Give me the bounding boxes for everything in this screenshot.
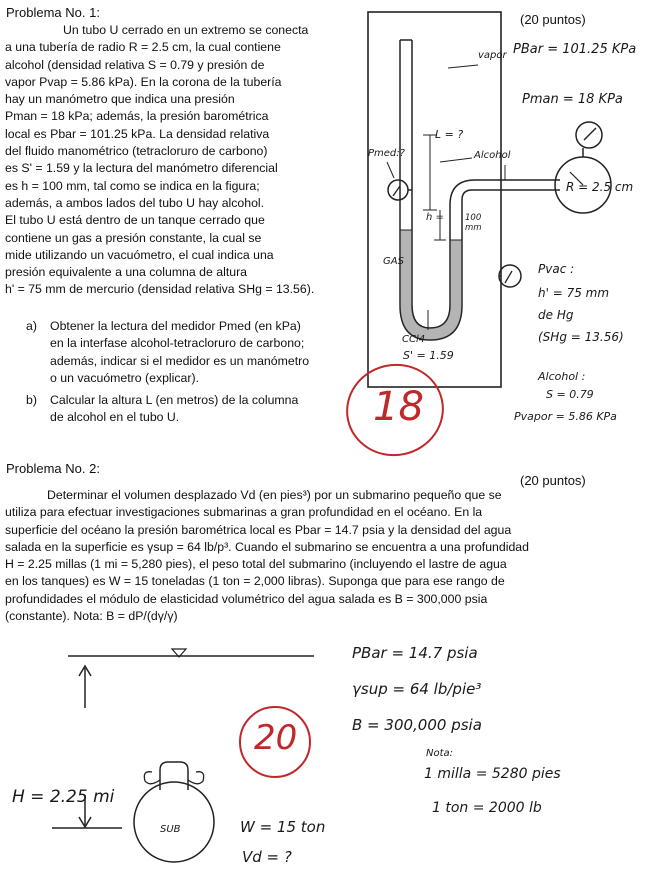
text-line: en la interfase alcohol-tetracloruro de carbono;	[50, 336, 305, 351]
note-p2-Vd: Vd = ?	[242, 848, 292, 866]
note-L: L = ?	[435, 128, 464, 141]
note-p2-sub: SUB	[160, 824, 181, 835]
note-ccl4: CCl4	[402, 334, 426, 345]
text-line: Obtener la lectura del medidor Pmed (en kPa)	[50, 319, 301, 333]
text-line: mide utilizando un vacuómetro, el cual indica una	[5, 247, 274, 262]
text-line: o un vacuómetro (explicar).	[50, 370, 199, 385]
text-line: salada en la superficie es γsup = 64 lb/p³. Cuando el submarino se encuentra a una profundidad	[5, 539, 529, 554]
note-R: R = 2.5 cm	[566, 180, 634, 194]
note-hmm: 100 mm	[465, 213, 482, 233]
text-line: h' = 75 mm de mercurio (densidad relativa SHg = 13.56).	[5, 282, 315, 297]
text-line: de alcohol en el tubo U.	[50, 410, 180, 425]
grade-2: 20	[254, 718, 298, 758]
note-hg: de Hg	[538, 308, 574, 322]
item-a-label: a)	[26, 319, 37, 333]
vacuometer-gauge-icon	[499, 265, 521, 287]
note-gas: GAS	[383, 256, 404, 267]
note-vapor: vapor	[478, 50, 507, 61]
text-line: El tubo U está dentro de un tanque cerrado que	[5, 213, 265, 228]
note-s: S = 0.79	[546, 388, 594, 401]
text-line: superficie del océano la presión barométrica local es Pbar = 14.7 psia y la densidad del agua	[5, 522, 512, 537]
grade-1: 18	[373, 384, 424, 430]
item-b-label: b)	[26, 393, 37, 407]
note-p2-B: B = 300,000 psia	[352, 716, 482, 734]
note-p2-ton: 1 ton = 2000 lb	[432, 800, 542, 816]
note-hp: h' = 75 mm	[538, 286, 610, 300]
text-line: Pman = 18 kPa; además, la presión barométrica	[5, 109, 269, 124]
text-line: local es Pbar = 101.25 kPa. La densidad relativa	[5, 126, 270, 141]
text-line: es S' = 1.59 y la lectura del manómetro diferencial	[5, 161, 278, 176]
text-line: es h = 100 mm, tal como se indica en la figura;	[5, 178, 260, 193]
text-line: contiene un gas a presión constante, la cual se	[5, 230, 262, 245]
note-pvap: Pvapor = 5.86 KPa	[514, 410, 617, 423]
note-h: h =	[426, 212, 444, 223]
text-line: Calcular la altura L (en metros) de la columna	[50, 393, 299, 407]
note-alcohol: Alcohol	[474, 150, 511, 161]
text-line: del fluido manométrico (tetracloruro de carbono)	[5, 144, 268, 159]
text-line: utiliza para efectuar investigaciones submarinas a gran profundidad en el océano. En la	[5, 505, 483, 520]
text-line: profundidades el módulo de elasticidad volumétrico del agua salada es B = 300,000 psia	[5, 591, 488, 606]
text-line: presión equivalente a una columna de altura	[5, 265, 248, 280]
text-line: vapor Pvap = 5.86 kPa). En la corona de la tubería	[5, 74, 282, 89]
problem-2-title: Problema No. 2:	[6, 461, 100, 476]
note-pman: Pman = 18 KPa	[522, 92, 623, 107]
note-p2-pbar: PBar = 14.7 psia	[352, 644, 478, 662]
text-line: hay un manómetro que indica una presión	[5, 92, 235, 107]
note-p2-gsup: γsup = 64 lb/pie³	[352, 680, 482, 698]
u-tube-outer	[400, 40, 560, 340]
note-pmed: Pmed:?	[368, 148, 405, 159]
problem-2-points: (20 puntos)	[520, 473, 586, 488]
note-pbar: PBar = 101.25 KPa	[513, 42, 637, 57]
pmed-gauge-icon	[388, 180, 408, 200]
note-sp: S' = 1.59	[403, 349, 454, 362]
problem-1-title: Problema No. 1:	[6, 5, 100, 20]
text-line: a una tubería de radio R = 2.5 cm, la cual contiene	[5, 40, 281, 55]
text-line: Un tubo U cerrado en un extremo se conecta	[63, 23, 309, 37]
u-tube-inner	[412, 40, 560, 328]
submarine-body	[134, 782, 214, 862]
note-p2-H: H = 2.25 mi	[12, 787, 115, 807]
text-line: (constante). Nota: B = dP/(dγ/γ)	[5, 609, 178, 624]
text-line: además, indicar si el medidor es un manómetro	[50, 353, 310, 368]
problem-2-statement	[5, 487, 645, 625]
note-pvac: Pvac :	[538, 262, 575, 276]
submarine-tower	[160, 762, 188, 790]
problem-1-points: (20 puntos)	[520, 12, 586, 27]
note-p2-W: W = 15 ton	[240, 818, 326, 836]
text-line: alcohol (densidad relativa S = 0.79 y presión de	[5, 57, 265, 72]
note-p2-mi: 1 milla = 5280 pies	[424, 766, 561, 782]
text-line: en los tanques) es W = 15 toneladas (1 ton = 2,000 libras). Suponga que para ese rango de	[5, 574, 505, 589]
ccl4-fluid	[400, 230, 462, 340]
note-alc: Alcohol :	[538, 370, 586, 383]
note-shg: (SHg = 13.56)	[538, 330, 624, 344]
text-line: además, a ambos lados del tubo U hay alcohol.	[5, 195, 265, 210]
text-line: Determinar el volumen desplazado Vd (en pies³) por un submarino pequeño que se	[47, 488, 502, 502]
text-line: H = 2.25 millas (1 mi = 5,280 pies), el peso total del submarino (incluyendo el lastre de agua	[5, 557, 507, 572]
note-p2-nota: Nota:	[426, 748, 454, 759]
